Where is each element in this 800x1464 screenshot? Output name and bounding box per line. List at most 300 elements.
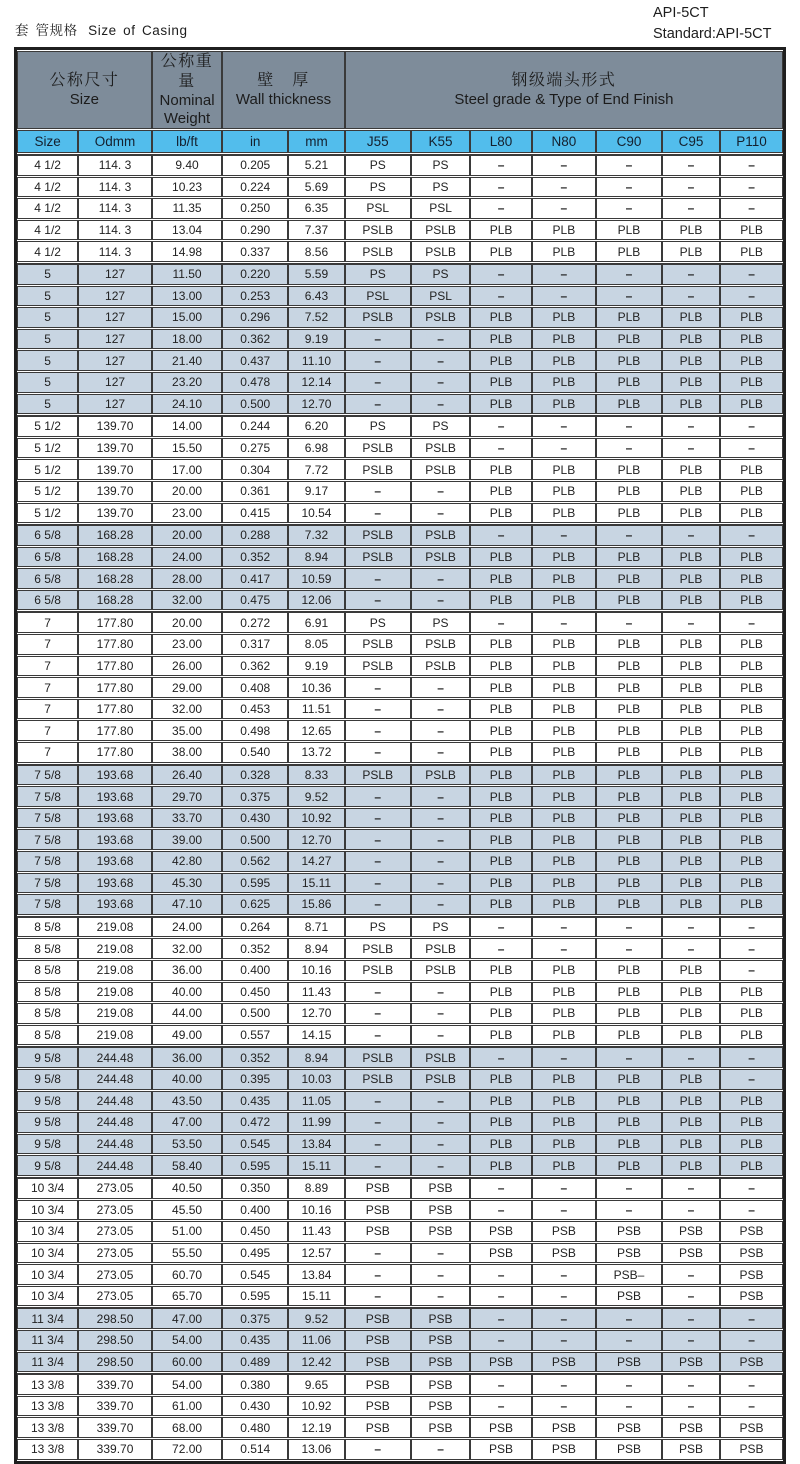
table-row bbox=[17, 329, 783, 350]
table-cell: PLB bbox=[596, 873, 662, 894]
table-cell: – bbox=[596, 1200, 662, 1221]
table-cell: 177.80 bbox=[78, 742, 152, 763]
table-cell: 168.28 bbox=[78, 568, 152, 589]
table-cell: PLB bbox=[662, 568, 720, 589]
table-cell: PS bbox=[411, 611, 471, 633]
table-cell: 127 bbox=[78, 263, 152, 285]
header-group-steel-grade bbox=[345, 51, 783, 129]
table-cell: – bbox=[662, 916, 720, 938]
table-cell: PSL bbox=[345, 198, 411, 219]
table-cell: PSB bbox=[532, 1352, 596, 1373]
table-cell: PSLB bbox=[411, 634, 471, 655]
table-row bbox=[17, 1134, 783, 1155]
table-cell: 29.00 bbox=[152, 677, 222, 698]
table-cell: – bbox=[720, 177, 783, 198]
table-cell: 65.70 bbox=[152, 1286, 222, 1307]
table-cell: 0.361 bbox=[222, 481, 288, 502]
table-cell: PLB bbox=[596, 851, 662, 872]
casing-spec-table bbox=[14, 47, 786, 1464]
table-cell: 8.56 bbox=[288, 241, 345, 262]
table-cell: PSB bbox=[411, 1330, 471, 1351]
table-cell: – bbox=[662, 438, 720, 459]
table-cell: – bbox=[596, 177, 662, 198]
table-cell: 13 3/8 bbox=[17, 1396, 78, 1417]
header-group-nominal-weight-en: Nominal Weight bbox=[159, 92, 215, 127]
table-cell: – bbox=[470, 1177, 531, 1199]
table-cell: 14.00 bbox=[152, 415, 222, 437]
table-cell: 0.545 bbox=[222, 1264, 288, 1285]
table-cell: PLB bbox=[720, 241, 783, 262]
table-cell: PSLB bbox=[345, 634, 411, 655]
column-header-lb-ft: lb/ft bbox=[152, 130, 222, 153]
table-cell: – bbox=[411, 808, 471, 829]
table-cell: 10.16 bbox=[288, 1200, 345, 1221]
table-cell: 11.99 bbox=[288, 1112, 345, 1133]
table-cell: – bbox=[470, 286, 531, 307]
table-cell: PLB bbox=[532, 894, 596, 915]
table-cell: PLB bbox=[596, 742, 662, 763]
table-cell: 26.40 bbox=[152, 764, 222, 786]
table-cell: 0.495 bbox=[222, 1243, 288, 1264]
table-cell: PLB bbox=[596, 720, 662, 741]
table-cell: PLB bbox=[532, 307, 596, 328]
table-row bbox=[17, 1112, 783, 1133]
table-cell: PSLB bbox=[411, 938, 471, 959]
table-cell: PLB bbox=[720, 372, 783, 393]
table-cell: PLB bbox=[720, 982, 783, 1003]
table-cell: PLB bbox=[720, 459, 783, 480]
table-cell: PLB bbox=[662, 699, 720, 720]
table-cell: 9.17 bbox=[288, 481, 345, 502]
table-cell: 0.430 bbox=[222, 808, 288, 829]
table-cell: PLB bbox=[470, 1155, 531, 1176]
table-cell: PSB bbox=[532, 1417, 596, 1438]
table-cell: 0.435 bbox=[222, 1091, 288, 1112]
table-row bbox=[17, 198, 783, 219]
table-cell: 54.00 bbox=[152, 1330, 222, 1351]
header-group-steel-grade-zh: 钢级端头形式 bbox=[511, 72, 617, 89]
table-cell: PLB bbox=[720, 720, 783, 741]
table-cell: 32.00 bbox=[152, 590, 222, 611]
table-cell: PSLB bbox=[345, 307, 411, 328]
table-cell: – bbox=[596, 611, 662, 633]
table-cell: 273.05 bbox=[78, 1177, 152, 1199]
table-cell: PLB bbox=[720, 503, 783, 524]
table-cell: 11.43 bbox=[288, 1221, 345, 1242]
table-cell: PSB bbox=[662, 1243, 720, 1264]
table-cell: – bbox=[662, 524, 720, 546]
table-cell: 8 5/8 bbox=[17, 1003, 78, 1024]
table-cell: PSB bbox=[470, 1417, 531, 1438]
table-cell: 7.37 bbox=[288, 220, 345, 241]
table-cell: PLB bbox=[532, 656, 596, 677]
table-cell: PSB bbox=[596, 1243, 662, 1264]
table-cell: PLB bbox=[662, 1025, 720, 1046]
table-cell: PSB bbox=[720, 1439, 783, 1460]
table-cell: PLB bbox=[662, 394, 720, 415]
table-cell: 0.557 bbox=[222, 1025, 288, 1046]
table-cell: PLB bbox=[720, 568, 783, 589]
table-cell: PLB bbox=[470, 459, 531, 480]
table-cell: – bbox=[532, 154, 596, 176]
table-cell: PLB bbox=[662, 1003, 720, 1024]
table-cell: PLB bbox=[662, 1112, 720, 1133]
table-cell: 193.68 bbox=[78, 873, 152, 894]
table-cell: 219.08 bbox=[78, 982, 152, 1003]
table-cell: – bbox=[345, 590, 411, 611]
table-cell: PLB bbox=[532, 720, 596, 741]
standard-label bbox=[653, 3, 771, 45]
table-cell: 0.253 bbox=[222, 286, 288, 307]
table-cell: 10.59 bbox=[288, 568, 345, 589]
table-cell: PLB bbox=[596, 699, 662, 720]
table-cell: 339.70 bbox=[78, 1396, 152, 1417]
table-cell: 60.00 bbox=[152, 1352, 222, 1373]
table-cell: – bbox=[532, 286, 596, 307]
table-cell: – bbox=[720, 1396, 783, 1417]
table-cell: 0.380 bbox=[222, 1373, 288, 1395]
table-cell: PLB bbox=[470, 764, 531, 786]
table-cell: 7 5/8 bbox=[17, 851, 78, 872]
table-row bbox=[17, 1069, 783, 1090]
table-cell: 61.00 bbox=[152, 1396, 222, 1417]
table-row bbox=[17, 1439, 783, 1460]
table-cell: 127 bbox=[78, 350, 152, 371]
table-cell: 60.70 bbox=[152, 1264, 222, 1285]
table-cell: PLB bbox=[470, 894, 531, 915]
column-header-p110: P110 bbox=[720, 130, 783, 153]
table-cell: PSLB bbox=[345, 241, 411, 262]
table-cell: PLB bbox=[532, 1025, 596, 1046]
table-row bbox=[17, 438, 783, 459]
table-cell: PLB bbox=[532, 829, 596, 850]
table-cell: PLB bbox=[470, 503, 531, 524]
table-cell: – bbox=[411, 720, 471, 741]
table-cell: 8 5/8 bbox=[17, 1025, 78, 1046]
table-cell: 0.296 bbox=[222, 307, 288, 328]
table-cell: 0.290 bbox=[222, 220, 288, 241]
table-cell: – bbox=[470, 1200, 531, 1221]
table-row bbox=[17, 1352, 783, 1373]
table-cell: PSLB bbox=[345, 938, 411, 959]
table-cell: PSLB bbox=[345, 220, 411, 241]
table-cell: PLB bbox=[596, 1134, 662, 1155]
table-cell: PSB bbox=[411, 1417, 471, 1438]
table-cell: – bbox=[532, 1264, 596, 1285]
table-cell: 0.288 bbox=[222, 524, 288, 546]
table-cell: PLB bbox=[662, 590, 720, 611]
column-header-c95: C95 bbox=[662, 130, 720, 153]
table-cell: – bbox=[596, 1177, 662, 1199]
table-cell: 7.32 bbox=[288, 524, 345, 546]
table-cell: PLB bbox=[532, 459, 596, 480]
table-cell: PLB bbox=[470, 1003, 531, 1024]
table-row bbox=[17, 786, 783, 807]
table-cell: – bbox=[532, 1286, 596, 1307]
table-cell: 11.06 bbox=[288, 1330, 345, 1351]
table-cell: PLB bbox=[720, 699, 783, 720]
table-cell: 20.00 bbox=[152, 524, 222, 546]
table-cell: 127 bbox=[78, 372, 152, 393]
header-group-size-zh: 公称尺寸 bbox=[49, 72, 120, 89]
table-cell: 273.05 bbox=[78, 1200, 152, 1221]
table-cell: 6 5/8 bbox=[17, 590, 78, 611]
table-cell: 24.10 bbox=[152, 394, 222, 415]
table-cell: 168.28 bbox=[78, 547, 152, 568]
table-cell: 9.40 bbox=[152, 154, 222, 176]
table-row bbox=[17, 982, 783, 1003]
table-row bbox=[17, 851, 783, 872]
table-cell: 4 1/2 bbox=[17, 220, 78, 241]
table-cell: PSB bbox=[345, 1330, 411, 1351]
table-cell: – bbox=[411, 1091, 471, 1112]
table-cell: 219.08 bbox=[78, 938, 152, 959]
table-row bbox=[17, 1200, 783, 1221]
table-cell: – bbox=[596, 415, 662, 437]
table-cell: – bbox=[411, 590, 471, 611]
table-cell: 0.350 bbox=[222, 1177, 288, 1199]
table-cell: 12.70 bbox=[288, 394, 345, 415]
table-cell: 0.450 bbox=[222, 982, 288, 1003]
table-cell: 40.00 bbox=[152, 982, 222, 1003]
table-cell: 8.94 bbox=[288, 1046, 345, 1068]
table-cell: 5 1/2 bbox=[17, 415, 78, 437]
table-cell: – bbox=[411, 1286, 471, 1307]
table-cell: – bbox=[470, 916, 531, 938]
table-cell: PLB bbox=[532, 394, 596, 415]
table-cell: PSB bbox=[720, 1221, 783, 1242]
table-cell: 8.94 bbox=[288, 547, 345, 568]
table-cell: PLB bbox=[532, 568, 596, 589]
table-cell: 20.00 bbox=[152, 481, 222, 502]
table-row bbox=[17, 1417, 783, 1438]
table-cell: 10.03 bbox=[288, 1069, 345, 1090]
table-cell: – bbox=[411, 894, 471, 915]
table-cell: 47.00 bbox=[152, 1307, 222, 1329]
table-header bbox=[17, 51, 783, 153]
table-row bbox=[17, 1221, 783, 1242]
table-cell: PSL bbox=[411, 198, 471, 219]
table-cell: 0.489 bbox=[222, 1352, 288, 1373]
table-cell: PLB bbox=[596, 764, 662, 786]
table-cell: PLB bbox=[720, 590, 783, 611]
table-cell: 24.00 bbox=[152, 916, 222, 938]
table-cell: PLB bbox=[720, 742, 783, 763]
table-cell: PLB bbox=[596, 982, 662, 1003]
table-cell: – bbox=[662, 1330, 720, 1351]
table-cell: PLB bbox=[596, 1069, 662, 1090]
table-cell: – bbox=[532, 415, 596, 437]
table-cell: 193.68 bbox=[78, 786, 152, 807]
table-cell: PLB bbox=[662, 960, 720, 981]
table-cell: – bbox=[532, 177, 596, 198]
table-cell: 21.40 bbox=[152, 350, 222, 371]
table-cell: 39.00 bbox=[152, 829, 222, 850]
table-cell: 5 bbox=[17, 350, 78, 371]
table-cell: 5 bbox=[17, 263, 78, 285]
table-row bbox=[17, 415, 783, 437]
table-cell: PSB bbox=[411, 1352, 471, 1373]
table-row bbox=[17, 459, 783, 480]
table-cell: – bbox=[720, 1200, 783, 1221]
table-cell: PS bbox=[345, 916, 411, 938]
table-row bbox=[17, 894, 783, 915]
table-cell: 0.480 bbox=[222, 1417, 288, 1438]
table-cell: – bbox=[411, 873, 471, 894]
table-cell: PLB bbox=[532, 699, 596, 720]
table-cell: 6 5/8 bbox=[17, 547, 78, 568]
table-cell: PLB bbox=[596, 350, 662, 371]
table-cell: PLB bbox=[596, 590, 662, 611]
table-cell: 298.50 bbox=[78, 1330, 152, 1351]
table-cell: PLB bbox=[720, 894, 783, 915]
column-header-c90: C90 bbox=[596, 130, 662, 153]
table-cell: PLB bbox=[662, 372, 720, 393]
table-cell: PLB bbox=[470, 720, 531, 741]
table-cell: – bbox=[345, 873, 411, 894]
table-cell: PLB bbox=[596, 481, 662, 502]
table-cell: PSB bbox=[345, 1373, 411, 1395]
table-cell: PLB bbox=[532, 982, 596, 1003]
table-cell: – bbox=[345, 481, 411, 502]
table-cell: 0.264 bbox=[222, 916, 288, 938]
table-cell: PLB bbox=[596, 656, 662, 677]
table-cell: PLB bbox=[470, 699, 531, 720]
table-cell: PLB bbox=[596, 634, 662, 655]
table-cell: – bbox=[720, 415, 783, 437]
table-cell: PSB bbox=[532, 1243, 596, 1264]
table-cell: PLB bbox=[596, 894, 662, 915]
table-cell: 8 5/8 bbox=[17, 982, 78, 1003]
table-cell: – bbox=[532, 1046, 596, 1068]
standard-name: API-5CT bbox=[653, 5, 709, 21]
table-cell: 10.23 bbox=[152, 177, 222, 198]
table-cell: 15.86 bbox=[288, 894, 345, 915]
table-cell: 32.00 bbox=[152, 699, 222, 720]
table-row bbox=[17, 829, 783, 850]
table-cell: – bbox=[662, 415, 720, 437]
table-cell: 36.00 bbox=[152, 1046, 222, 1068]
table-cell: 0.205 bbox=[222, 154, 288, 176]
table-cell: 0.625 bbox=[222, 894, 288, 915]
table-cell: PLB bbox=[470, 1025, 531, 1046]
table-cell: 0.475 bbox=[222, 590, 288, 611]
table-cell: – bbox=[411, 982, 471, 1003]
table-cell: PSB bbox=[596, 1286, 662, 1307]
table-cell: 219.08 bbox=[78, 960, 152, 981]
table-cell: – bbox=[662, 1396, 720, 1417]
table-cell: 13 3/8 bbox=[17, 1439, 78, 1460]
column-header-mm: mm bbox=[288, 130, 345, 153]
table-cell: PLB bbox=[720, 481, 783, 502]
table-cell: – bbox=[662, 198, 720, 219]
table-cell: – bbox=[662, 1373, 720, 1395]
table-cell: PSB bbox=[411, 1396, 471, 1417]
table-cell: PLB bbox=[532, 742, 596, 763]
table-cell: 11.50 bbox=[152, 263, 222, 285]
table-row bbox=[17, 1307, 783, 1329]
table-cell: PLB bbox=[470, 372, 531, 393]
table-cell: 4 1/2 bbox=[17, 241, 78, 262]
table-cell: PLB bbox=[532, 764, 596, 786]
table-cell: 10.16 bbox=[288, 960, 345, 981]
table-cell: PLB bbox=[470, 808, 531, 829]
table-cell: PSB bbox=[720, 1417, 783, 1438]
table-cell: 55.50 bbox=[152, 1243, 222, 1264]
table-cell: 13 3/8 bbox=[17, 1373, 78, 1395]
table-cell: PSLB bbox=[345, 960, 411, 981]
table-cell: – bbox=[720, 938, 783, 959]
table-cell: 47.10 bbox=[152, 894, 222, 915]
table-cell: PLB bbox=[532, 677, 596, 698]
table-cell: – bbox=[345, 1134, 411, 1155]
table-cell: 0.453 bbox=[222, 699, 288, 720]
table-row bbox=[17, 547, 783, 568]
table-cell: PS bbox=[345, 154, 411, 176]
table-cell: PLB bbox=[470, 329, 531, 350]
table-cell: PLB bbox=[720, 394, 783, 415]
table-cell: 0.500 bbox=[222, 1003, 288, 1024]
table-cell: 23.00 bbox=[152, 634, 222, 655]
table-cell: 193.68 bbox=[78, 764, 152, 786]
table-cell: PLB bbox=[662, 634, 720, 655]
table-cell: 7 bbox=[17, 656, 78, 677]
table-cell: – bbox=[345, 1112, 411, 1133]
table-cell: 139.70 bbox=[78, 481, 152, 502]
table-cell: 244.48 bbox=[78, 1046, 152, 1068]
table-cell: 0.500 bbox=[222, 829, 288, 850]
table-cell: PLB bbox=[470, 873, 531, 894]
table-cell: 0.437 bbox=[222, 350, 288, 371]
table-cell: PSB bbox=[411, 1307, 471, 1329]
table-cell: – bbox=[470, 1264, 531, 1285]
table-row bbox=[17, 1286, 783, 1307]
table-cell: 273.05 bbox=[78, 1243, 152, 1264]
table-cell: – bbox=[411, 329, 471, 350]
table-cell: PLB bbox=[596, 1003, 662, 1024]
table-cell: – bbox=[345, 1155, 411, 1176]
table-cell: 8 5/8 bbox=[17, 916, 78, 938]
table-cell: 0.500 bbox=[222, 394, 288, 415]
table-cell: – bbox=[345, 1264, 411, 1285]
table-cell: 0.328 bbox=[222, 764, 288, 786]
table-cell: – bbox=[596, 198, 662, 219]
table-cell: 114. 3 bbox=[78, 220, 152, 241]
table-cell: PLB bbox=[470, 634, 531, 655]
table-cell: PLB bbox=[532, 372, 596, 393]
table-cell: 8 5/8 bbox=[17, 938, 78, 959]
table-cell: PSLB bbox=[411, 459, 471, 480]
table-cell: 11.10 bbox=[288, 350, 345, 371]
table-cell: – bbox=[345, 372, 411, 393]
table-cell: – bbox=[720, 438, 783, 459]
table-cell: PLB bbox=[532, 1112, 596, 1133]
table-cell: – bbox=[411, 1264, 471, 1285]
table-cell: 9 5/8 bbox=[17, 1069, 78, 1090]
table-cell: 24.00 bbox=[152, 547, 222, 568]
table-cell: PLB bbox=[720, 307, 783, 328]
table-cell: PSB bbox=[720, 1352, 783, 1373]
table-cell: – bbox=[720, 1373, 783, 1395]
table-cell: PLB bbox=[596, 1155, 662, 1176]
table-cell: PSLB bbox=[345, 764, 411, 786]
table-cell: PLB bbox=[662, 329, 720, 350]
table-cell: 0.540 bbox=[222, 742, 288, 763]
table-cell: PLB bbox=[532, 1091, 596, 1112]
table-cell: PSLB bbox=[411, 960, 471, 981]
table-cell: 10 3/4 bbox=[17, 1221, 78, 1242]
table-cell: – bbox=[345, 1091, 411, 1112]
